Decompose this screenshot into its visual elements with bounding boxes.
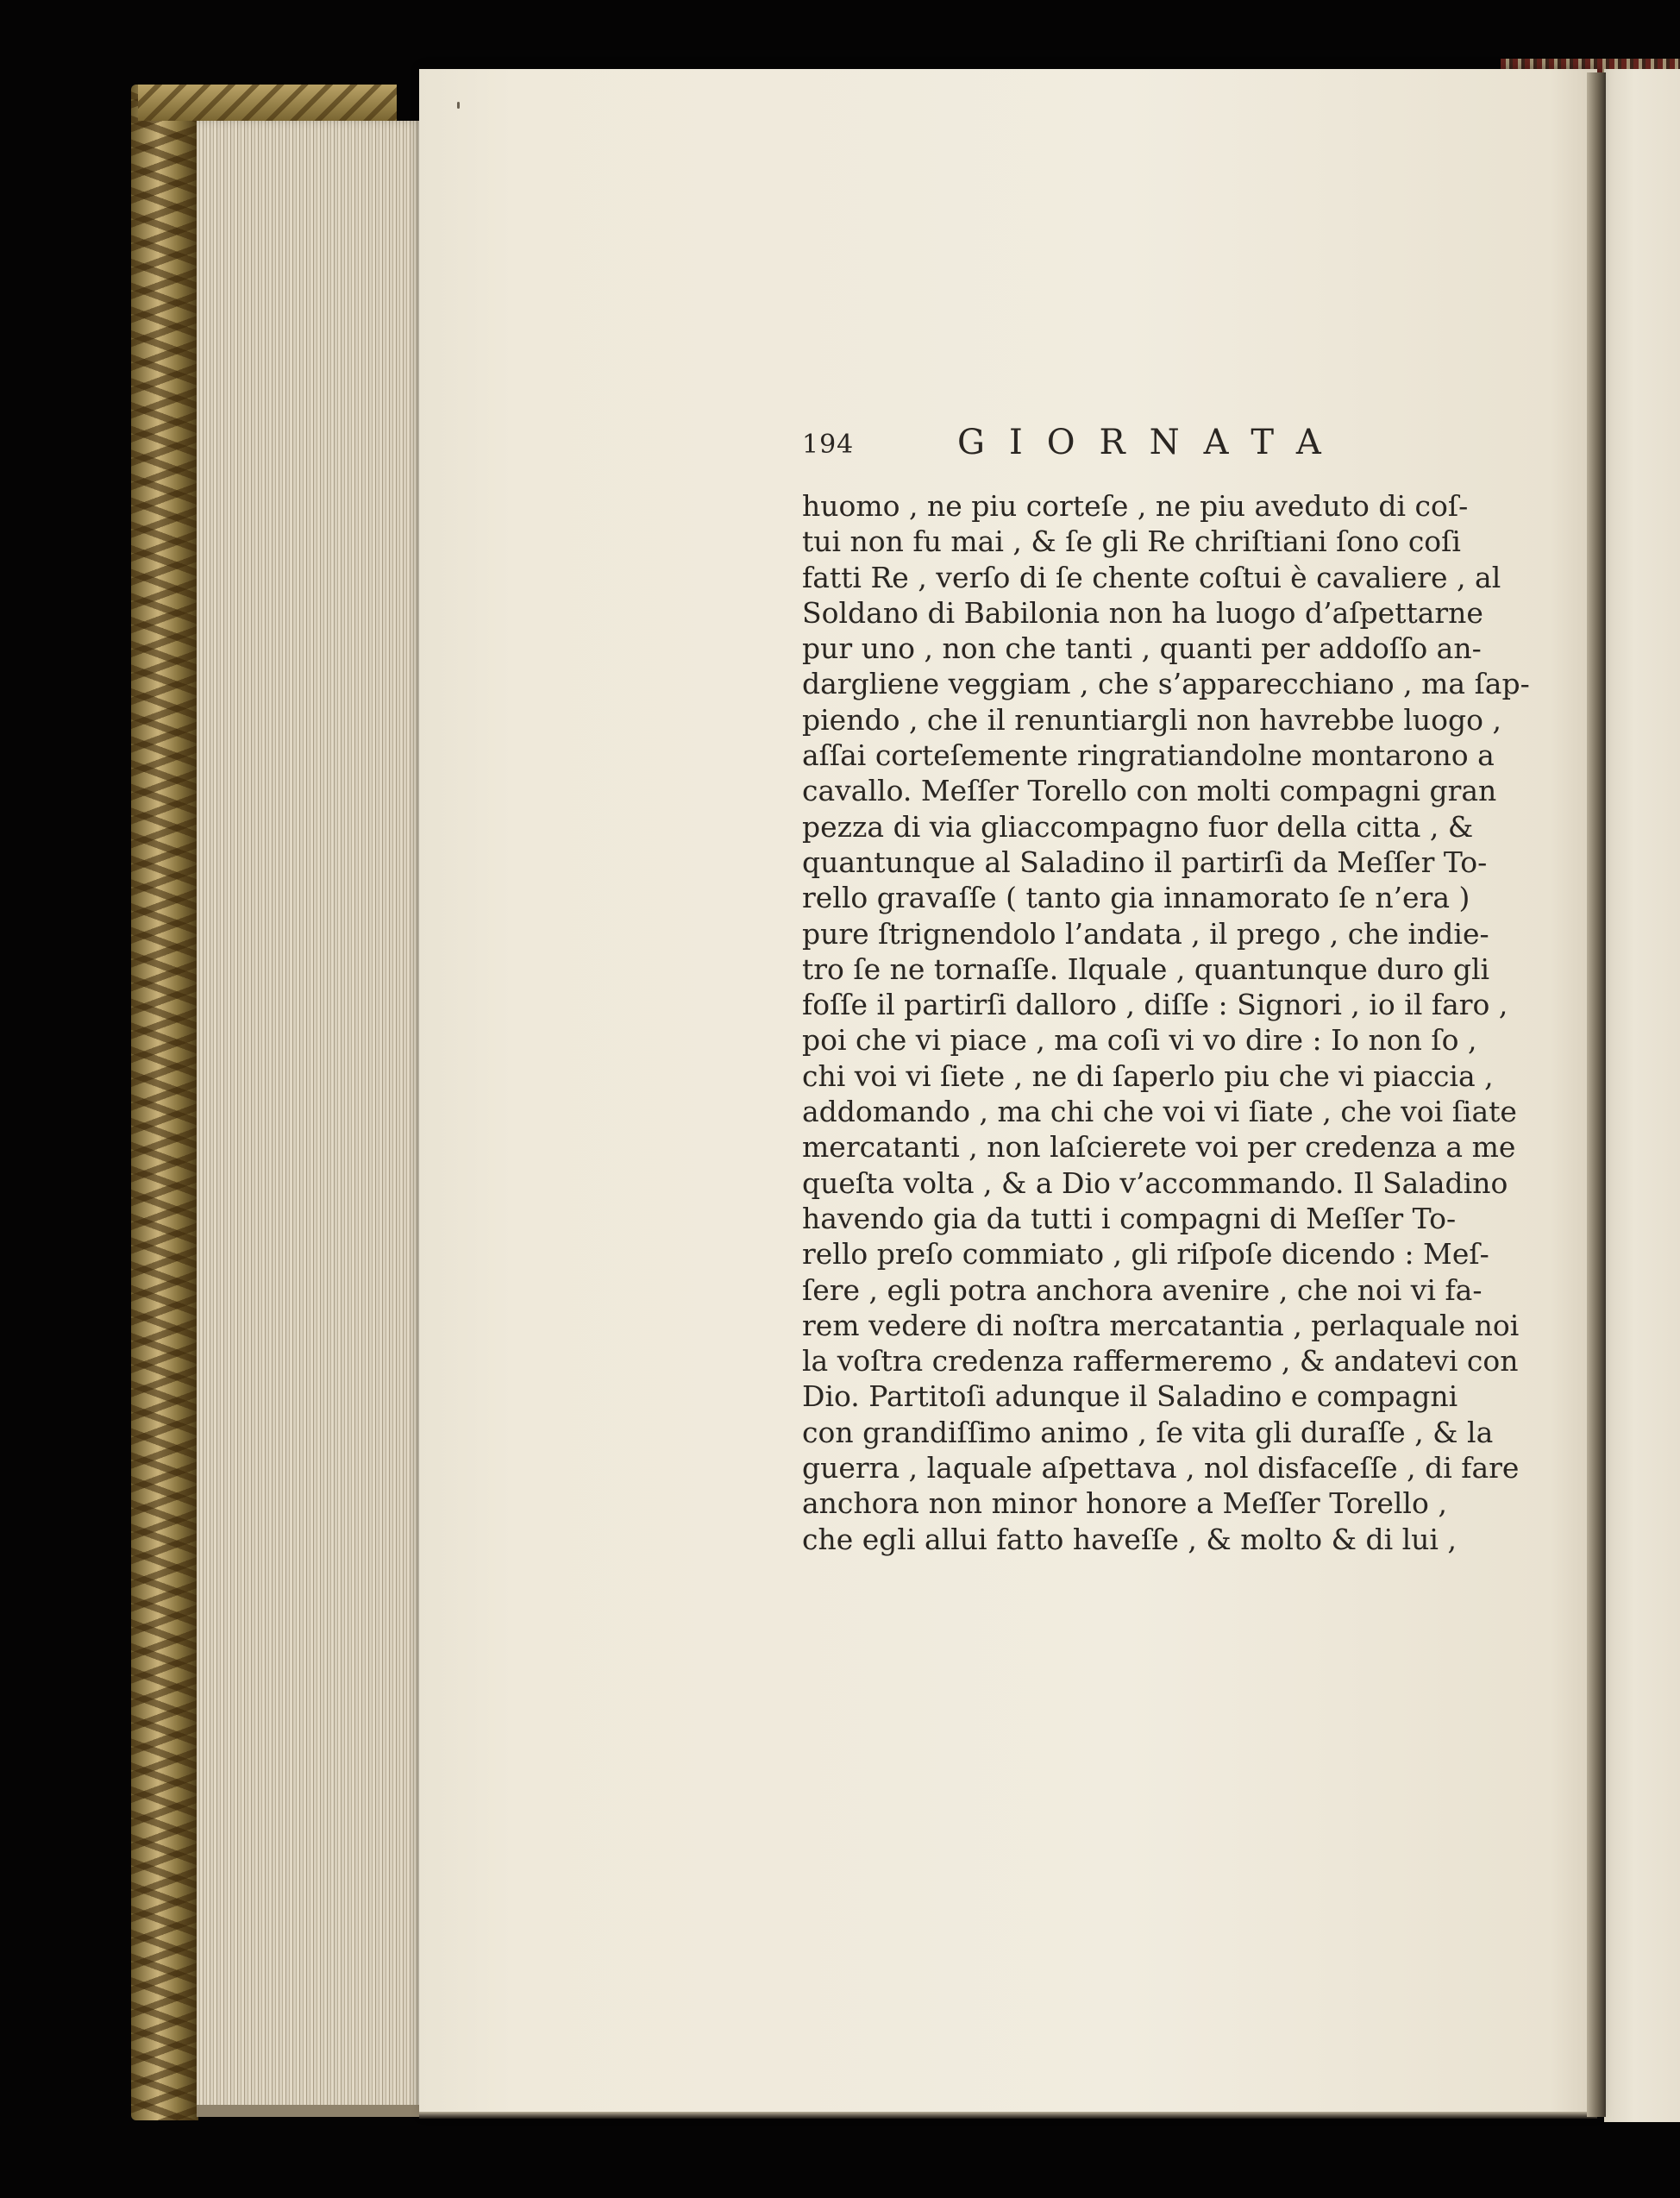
page-number: 194	[802, 430, 855, 460]
text-line: rello gravaſſe ( tanto gia innamorato ſe n’era )	[802, 881, 1470, 915]
text-line: guerra , laquale aſpettava , nol disfaceſſe , di fare	[802, 1451, 1520, 1485]
text-line: rello preſo commiato , gli riſpoſe dicendo : Meſ-	[802, 1237, 1489, 1272]
text-line: Soldano di Babilonia non ha luogo d’aſpettarne	[802, 595, 1483, 630]
text-line: la voſtra credenza raffermeremo , & andatevi con	[802, 1344, 1519, 1378]
text-line: poi che vi piace , ma coſi vi vo dire : Io non ſo ,	[802, 1023, 1477, 1058]
gilt-top-edge	[138, 85, 397, 121]
text-line: tro ſe ne tornaſſe. Ilquale , quantunque duro gli	[802, 951, 1490, 986]
text-line: cavallo. Meſſer Torello con molti compagni gran	[802, 774, 1497, 808]
text-line: chi voi vi ſiete , ne di ſaperlo piu che vi piaccia ,	[802, 1058, 1494, 1093]
text-block	[802, 423, 1530, 1557]
text-line: mercatanti , non laſcierete voi per credenza a me	[802, 1130, 1516, 1165]
text-line: ſere , egli potra anchora avenire , che noi vi fa-	[802, 1272, 1483, 1307]
text-line: dargliene veggiam , che s’apparecchiano , ma ſap-	[802, 667, 1530, 701]
page-edge-bottom	[197, 2105, 421, 2117]
page-heading: GIORNATA	[957, 423, 1345, 462]
text-line: pure ſtrignendolo l’andata , il prego , che indie-	[802, 916, 1489, 951]
text-line: fatti Re , verſo di ſe chente coſtui è cavaliere , al	[802, 560, 1501, 594]
text-line: aſſai corteſemente ringratiandolne montarono a	[802, 738, 1495, 773]
text-line: piendo , che il renuntiargli non havrebbe luogo ,	[802, 702, 1501, 737]
gilt-spine-edge	[131, 85, 198, 2120]
page-bottom-shadow	[419, 2112, 1597, 2119]
text-line: huomo , ne piu corteſe , ne piu aveduto di coſ-	[802, 489, 1469, 523]
text-line: addomando , ma chi che voi vi ſiate , che voi ſiate	[802, 1095, 1517, 1129]
text-line: foſſe il partirſi dalloro , diſſe : Signori , io il faro ,	[802, 988, 1508, 1022]
text-line: tui non fu mai , & ſe gli Re chriſtiani ſono coſi	[802, 524, 1461, 559]
text-line: che egli allui fatto haveſſe , & molto & di lui ,	[802, 1522, 1457, 1556]
text-line: havendo gia da tutti i compagni di Meſſer To-	[802, 1201, 1457, 1235]
text-line: con grandiſſimo animo , ſe vita gli duraſſe , & la	[802, 1415, 1494, 1449]
running-head	[802, 423, 1447, 474]
body-text	[802, 488, 1530, 1557]
page-mark	[457, 102, 460, 109]
text-line: Dio. Partitoſi adunque il Saladino e compagni	[802, 1379, 1458, 1414]
facing-page	[1604, 69, 1680, 2122]
text-line: queſta volta , & a Dio v’accommando. Il Saladino	[802, 1165, 1508, 1200]
text-line: anchora non minor honore a Meſſer Torello ,	[802, 1486, 1447, 1521]
text-line: pur uno , non che tanti , quanti per addoſſo an-	[802, 631, 1482, 666]
page-gutter	[1587, 72, 1606, 2117]
text-line: rem vedere di noſtra mercatantia , perlaquale noi	[802, 1308, 1520, 1342]
text-line: quantunque al Saladino il partirſi da Meſſer To-	[802, 845, 1488, 879]
page-fore-edge	[197, 121, 421, 2113]
text-line: pezza di via gliaccompagno fuor della citta , &	[802, 809, 1474, 844]
